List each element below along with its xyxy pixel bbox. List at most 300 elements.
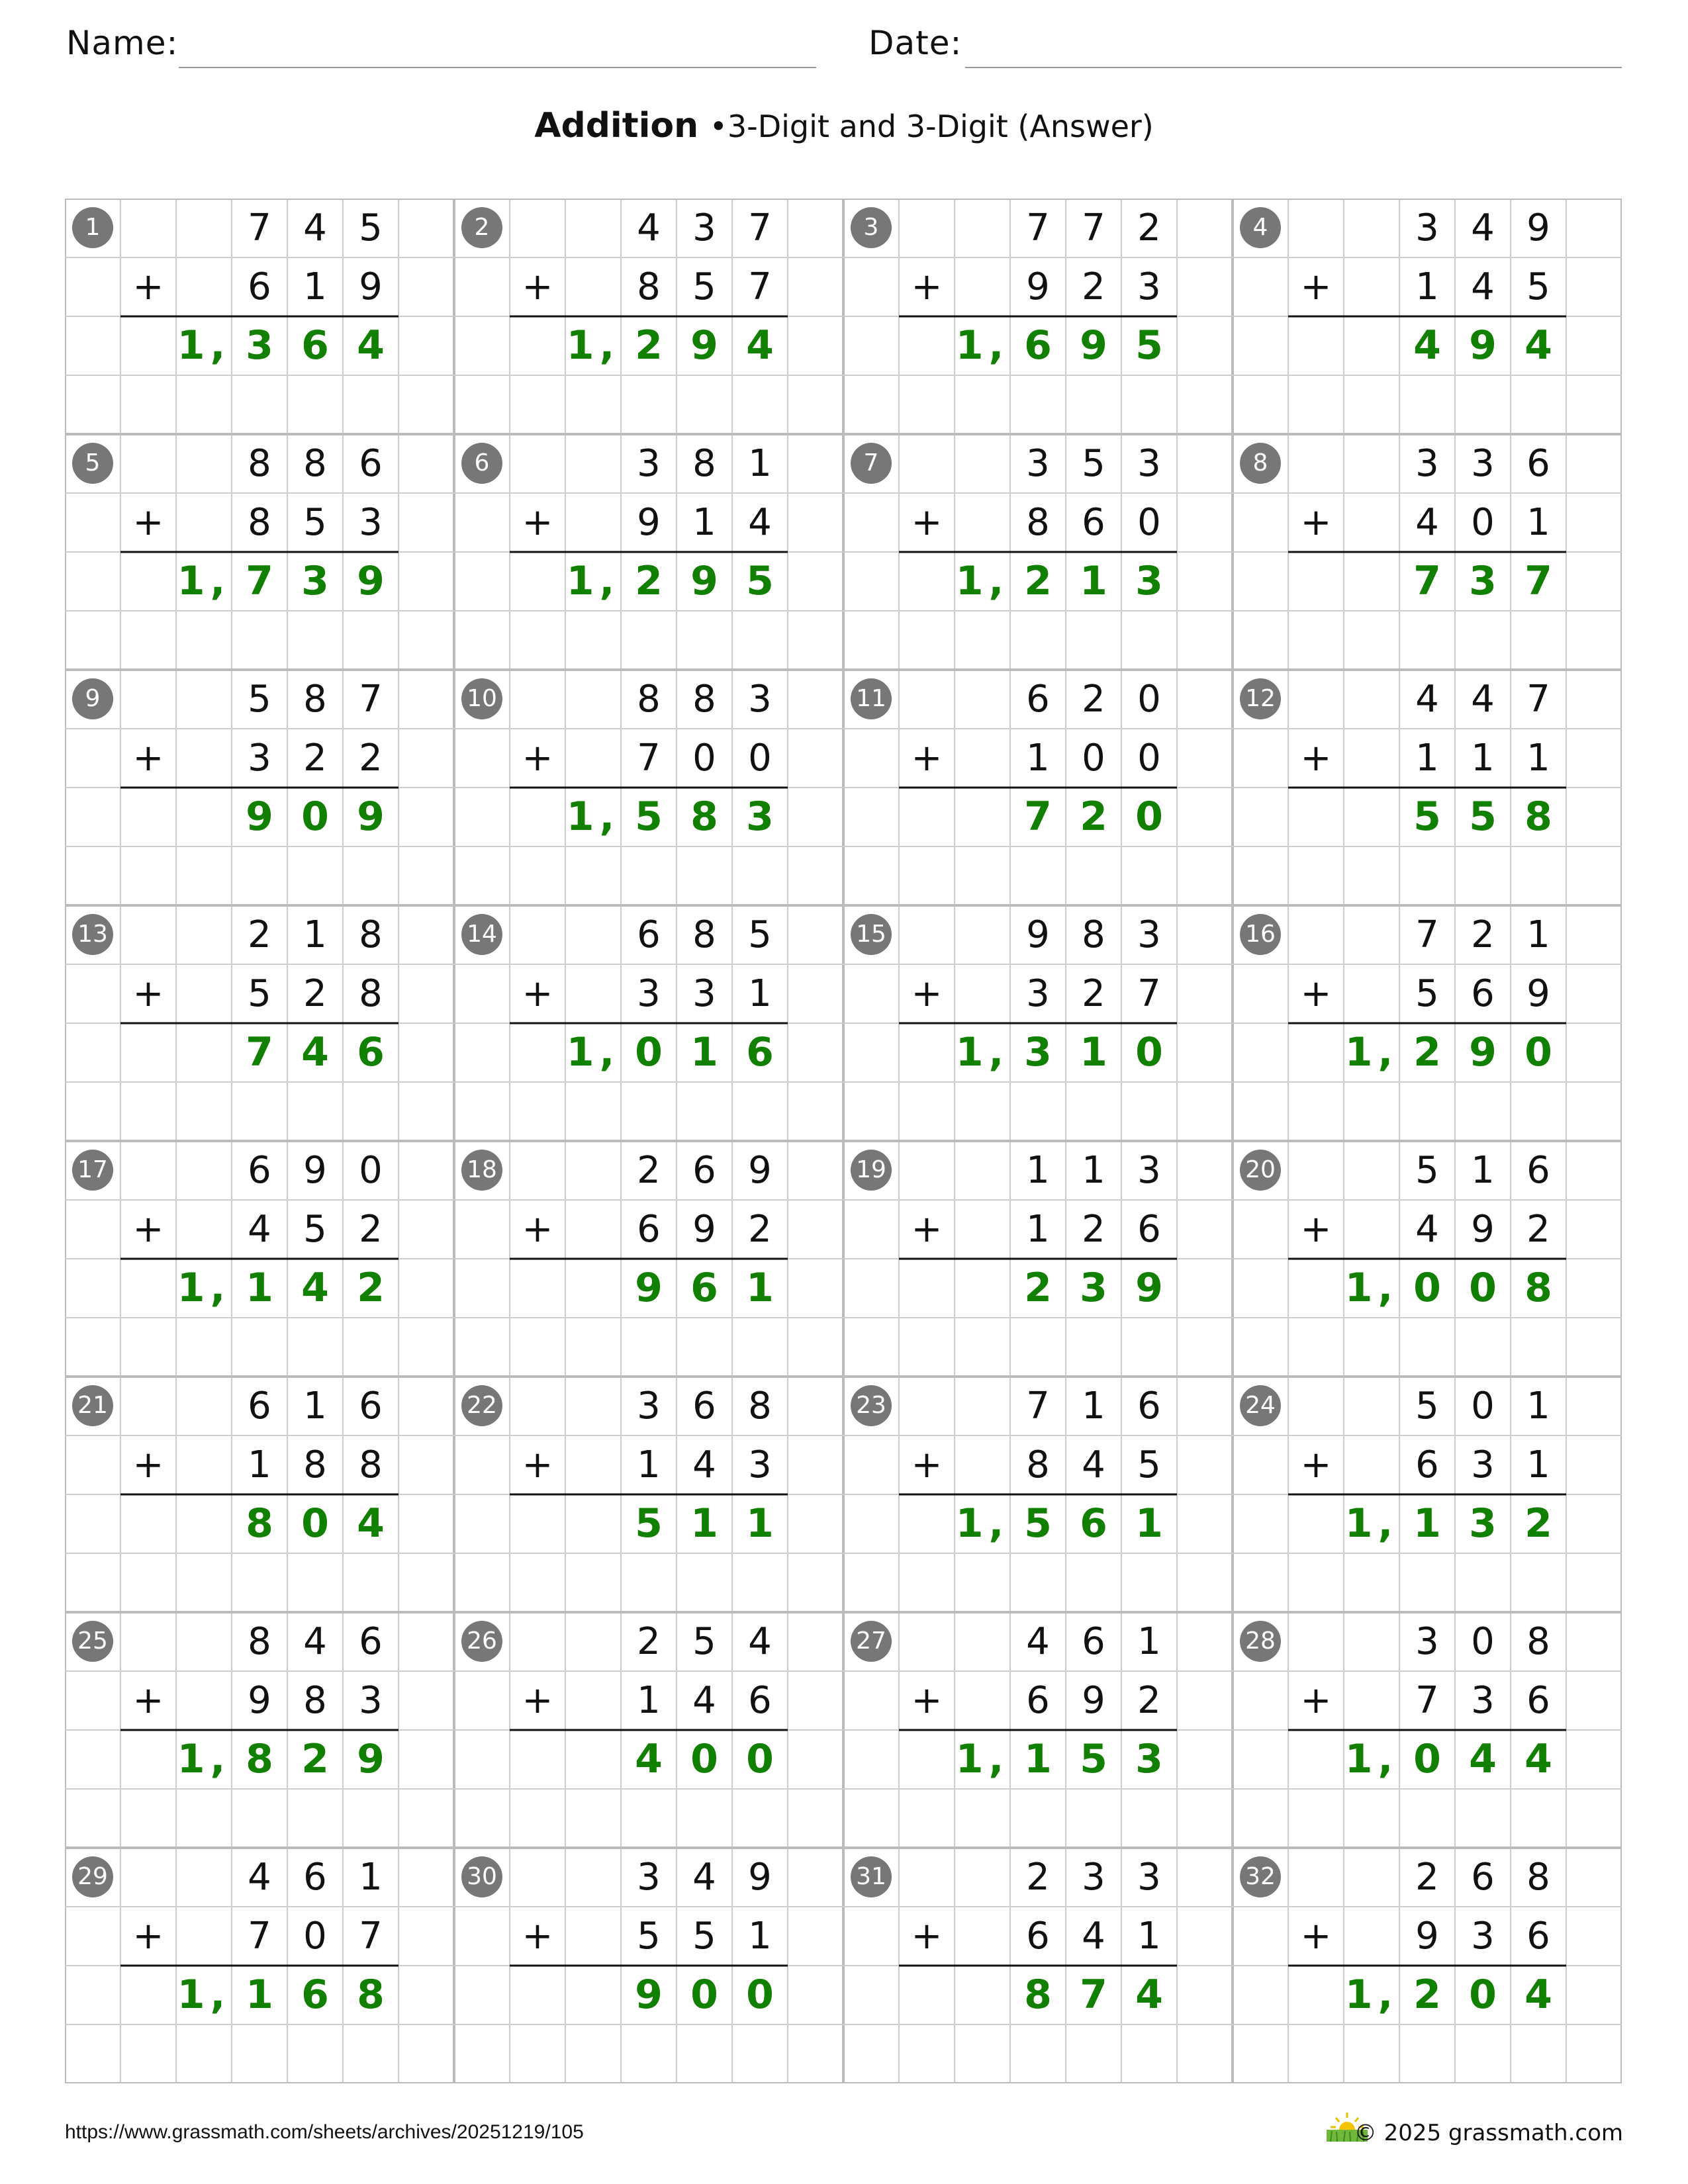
answer-digit: 8 xyxy=(246,1500,273,1547)
addend-bottom-digit: 1 xyxy=(1137,1915,1161,1958)
addend-bottom-digit: 6 xyxy=(1082,501,1105,544)
problem-number-badge: 15 xyxy=(851,914,892,955)
addend-bottom-digit: 7 xyxy=(359,1915,383,1958)
addend-bottom-digit: 8 xyxy=(359,1443,383,1486)
answer-digit: 2 xyxy=(1524,1500,1552,1547)
answer-digit: 0 xyxy=(1524,1029,1552,1075)
addend-bottom-digit: 1 xyxy=(748,1915,772,1958)
answer-digit: 3 xyxy=(1080,1265,1107,1311)
answer-digit: 5 xyxy=(746,558,774,604)
addend-top-digit: 1 xyxy=(1026,1149,1050,1192)
plus-sign: + xyxy=(1300,1915,1332,1958)
answer-digit: 7 xyxy=(1024,794,1052,840)
addend-top-digit: 7 xyxy=(1082,206,1105,250)
answer-digit: 9 xyxy=(635,1265,663,1311)
answer-digit: 4 xyxy=(301,1029,329,1075)
addend-top-digit: 6 xyxy=(1026,678,1050,721)
answer-digit: 4 xyxy=(357,322,385,369)
addend-bottom-digit: 4 xyxy=(1082,1443,1105,1486)
problem-number-badge: 19 xyxy=(851,1150,892,1191)
problem-number-badge: 6 xyxy=(461,443,502,484)
plus-sign: + xyxy=(132,1208,164,1251)
addend-top-digit: 1 xyxy=(1082,1385,1105,1428)
answer-thousands: 1, xyxy=(955,558,1009,604)
problem-number-badge: 14 xyxy=(461,914,502,955)
answer-digit: 6 xyxy=(301,322,329,369)
addend-top-digit: 5 xyxy=(359,206,383,250)
addend-bottom-digit: 6 xyxy=(1026,1679,1050,1722)
addend-bottom-digit: 2 xyxy=(1082,972,1105,1015)
plus-sign: + xyxy=(522,265,553,308)
answer-digit: 2 xyxy=(635,558,663,604)
plus-sign: + xyxy=(522,972,553,1015)
plus-sign: + xyxy=(911,1915,943,1958)
addend-top-digit: 7 xyxy=(1026,206,1050,250)
addend-bottom-digit: 4 xyxy=(1471,265,1495,308)
addend-bottom-digit: 1 xyxy=(637,1443,661,1486)
answer-digit: 7 xyxy=(1524,558,1552,604)
addend-top-digit: 8 xyxy=(359,913,383,956)
addend-top-digit: 3 xyxy=(1415,206,1439,250)
answer-digit: 9 xyxy=(357,558,385,604)
addend-top-digit: 1 xyxy=(1526,913,1550,956)
answer-digit: 9 xyxy=(1135,1265,1163,1311)
answer-thousands: 1, xyxy=(1344,1029,1399,1075)
answer-digit: 1 xyxy=(746,1265,774,1311)
answer-digit: 3 xyxy=(1024,1029,1052,1075)
plus-sign: + xyxy=(522,1208,553,1251)
answer-digit: 2 xyxy=(1024,1265,1052,1311)
addend-top-digit: 3 xyxy=(748,678,772,721)
answer-digit: 7 xyxy=(1080,1972,1107,2018)
addend-top-digit: 4 xyxy=(303,206,327,250)
answer-thousands: 1, xyxy=(566,322,620,369)
addend-top-digit: 4 xyxy=(248,1856,271,1899)
addend-top-digit: 3 xyxy=(1026,442,1050,485)
addend-bottom-digit: 6 xyxy=(1137,1208,1161,1251)
addend-bottom-digit: 3 xyxy=(1026,972,1050,1015)
addend-bottom-digit: 9 xyxy=(1082,1679,1105,1722)
addend-bottom-digit: 2 xyxy=(1526,1208,1550,1251)
addend-bottom-digit: 3 xyxy=(1471,1915,1495,1958)
addend-bottom-digit: 0 xyxy=(1137,501,1161,544)
problem-number-badge: 31 xyxy=(851,1856,892,1897)
addend-bottom-digit: 0 xyxy=(303,1915,327,1958)
addend-bottom-digit: 1 xyxy=(1471,737,1495,780)
answer-digit: 4 xyxy=(1524,1736,1552,1782)
answer-digit: 2 xyxy=(1080,794,1107,840)
answer-thousands: 1, xyxy=(566,794,620,840)
problem-number-badge: 20 xyxy=(1240,1150,1281,1191)
addend-top-digit: 1 xyxy=(1137,1620,1161,1663)
addend-top-digit: 2 xyxy=(637,1620,661,1663)
addend-top-digit: 6 xyxy=(692,1385,716,1428)
addend-bottom-digit: 2 xyxy=(1082,1208,1105,1251)
addend-top-digit: 2 xyxy=(1471,913,1495,956)
addend-bottom-digit: 4 xyxy=(1415,1208,1439,1251)
answer-digit: 1 xyxy=(1413,1500,1441,1547)
answer-digit: 0 xyxy=(301,1500,329,1547)
addend-top-digit: 4 xyxy=(748,1620,772,1663)
problem-number-badge: 2 xyxy=(461,207,502,248)
addend-top-digit: 5 xyxy=(692,1620,716,1663)
plus-sign: + xyxy=(522,1443,553,1486)
answer-digit: 8 xyxy=(246,1736,273,1782)
addend-bottom-digit: 9 xyxy=(359,265,383,308)
addend-bottom-digit: 8 xyxy=(1026,1443,1050,1486)
answer-thousands: 1, xyxy=(1344,1500,1399,1547)
addend-top-digit: 6 xyxy=(359,442,383,485)
addend-top-digit: 3 xyxy=(1082,1856,1105,1899)
answer-digit: 7 xyxy=(246,558,273,604)
answer-digit: 1 xyxy=(690,1500,718,1547)
problem-number-badge: 32 xyxy=(1240,1856,1281,1897)
addend-bottom-digit: 3 xyxy=(637,972,661,1015)
answer-digit: 1 xyxy=(1024,1736,1052,1782)
addend-top-digit: 4 xyxy=(1415,678,1439,721)
addend-top-digit: 8 xyxy=(1526,1856,1550,1899)
problem-grid xyxy=(65,199,1622,2089)
addend-top-digit: 1 xyxy=(1082,1149,1105,1192)
plus-sign: + xyxy=(1300,737,1332,780)
addend-bottom-digit: 5 xyxy=(1526,265,1550,308)
addend-bottom-digit: 4 xyxy=(248,1208,271,1251)
answer-digit: 3 xyxy=(1469,558,1497,604)
answer-digit: 1 xyxy=(1080,558,1107,604)
addend-bottom-digit: 5 xyxy=(1415,972,1439,1015)
addend-bottom-digit: 8 xyxy=(637,265,661,308)
addend-bottom-digit: 9 xyxy=(1471,1208,1495,1251)
addend-bottom-digit: 4 xyxy=(1415,501,1439,544)
addend-top-digit: 9 xyxy=(303,1149,327,1192)
answer-thousands: 1, xyxy=(177,322,231,369)
addend-bottom-digit: 7 xyxy=(1137,972,1161,1015)
addend-bottom-digit: 3 xyxy=(748,1443,772,1486)
plus-sign: + xyxy=(911,501,943,544)
answer-digit: 8 xyxy=(1524,794,1552,840)
addend-bottom-digit: 9 xyxy=(248,1679,271,1722)
problem-number-badge: 3 xyxy=(851,207,892,248)
addend-bottom-digit: 5 xyxy=(637,1915,661,1958)
date-label: Date: xyxy=(868,24,962,62)
addend-top-digit: 4 xyxy=(1471,678,1495,721)
answer-digit: 1 xyxy=(246,1265,273,1311)
answer-digit: 5 xyxy=(1080,1736,1107,1782)
date-line[interactable] xyxy=(965,67,1622,68)
addend-top-digit: 1 xyxy=(748,442,772,485)
plus-sign: + xyxy=(1300,1208,1332,1251)
answer-digit: 1 xyxy=(690,1029,718,1075)
problem-number-badge: 29 xyxy=(72,1856,113,1897)
answer-digit: 4 xyxy=(1469,1736,1497,1782)
plus-sign: + xyxy=(522,1915,553,1958)
addend-top-digit: 6 xyxy=(1137,1385,1161,1428)
answer-thousands: 1, xyxy=(177,1265,231,1311)
answer-digit: 5 xyxy=(1469,794,1497,840)
problem-number-badge: 28 xyxy=(1240,1621,1281,1662)
answer-thousands: 1, xyxy=(955,1029,1009,1075)
answer-digit: 4 xyxy=(357,1500,385,1547)
answer-digit: 7 xyxy=(1413,558,1441,604)
answer-digit: 4 xyxy=(1413,322,1441,369)
addend-bottom-digit: 7 xyxy=(248,1915,271,1958)
addend-top-digit: 7 xyxy=(1026,1385,1050,1428)
answer-thousands: 1, xyxy=(1344,1972,1399,2018)
addend-top-digit: 4 xyxy=(1471,206,1495,250)
addend-bottom-digit: 8 xyxy=(1026,501,1050,544)
answer-digit: 5 xyxy=(635,794,663,840)
answer-digit: 8 xyxy=(357,1972,385,2018)
addend-bottom-digit: 4 xyxy=(1082,1915,1105,1958)
addend-top-digit: 6 xyxy=(692,1149,716,1192)
addend-bottom-digit: 1 xyxy=(637,1679,661,1722)
addend-bottom-digit: 3 xyxy=(248,737,271,780)
addend-top-digit: 1 xyxy=(303,913,327,956)
answer-thousands: 1, xyxy=(1344,1265,1399,1311)
answer-digit: 2 xyxy=(357,1265,385,1311)
answer-digit: 0 xyxy=(746,1736,774,1782)
problem-number-badge: 22 xyxy=(461,1385,502,1426)
addend-bottom-digit: 1 xyxy=(303,265,327,308)
answer-digit: 1 xyxy=(1135,1500,1163,1547)
addend-top-digit: 3 xyxy=(1137,1856,1161,1899)
addend-top-digit: 0 xyxy=(1471,1385,1495,1428)
answer-digit: 9 xyxy=(635,1972,663,2018)
answer-digit: 0 xyxy=(1469,1265,1497,1311)
addend-bottom-digit: 3 xyxy=(1471,1679,1495,1722)
problem-number-badge: 4 xyxy=(1240,207,1281,248)
addend-top-digit: 0 xyxy=(359,1149,383,1192)
addend-top-digit: 6 xyxy=(359,1620,383,1663)
plus-sign: + xyxy=(1300,1443,1332,1486)
answer-digit: 2 xyxy=(1413,1029,1441,1075)
addend-top-digit: 9 xyxy=(748,1149,772,1192)
answer-thousands: 1, xyxy=(177,558,231,604)
addend-top-digit: 8 xyxy=(692,678,716,721)
addend-bottom-digit: 6 xyxy=(1526,1679,1550,1722)
answer-digit: 3 xyxy=(1135,558,1163,604)
addend-bottom-digit: 7 xyxy=(637,737,661,780)
answer-digit: 0 xyxy=(301,794,329,840)
answer-digit: 9 xyxy=(1080,322,1107,369)
addend-bottom-digit: 1 xyxy=(1415,265,1439,308)
footer-copyright: © 2025 grassmath.com xyxy=(1354,2120,1623,2146)
answer-digit: 0 xyxy=(1135,1029,1163,1075)
addend-bottom-digit: 7 xyxy=(748,265,772,308)
addend-bottom-digit: 5 xyxy=(303,501,327,544)
answer-digit: 8 xyxy=(1524,1265,1552,1311)
addend-bottom-digit: 1 xyxy=(1526,1443,1550,1486)
plus-sign: + xyxy=(1300,501,1332,544)
addend-top-digit: 8 xyxy=(303,442,327,485)
answer-thousands: 1, xyxy=(177,1736,231,1782)
answer-digit: 3 xyxy=(246,322,273,369)
addend-bottom-digit: 1 xyxy=(1526,501,1550,544)
addend-top-digit: 8 xyxy=(692,442,716,485)
answer-thousands: 1, xyxy=(955,322,1009,369)
addend-top-digit: 8 xyxy=(748,1385,772,1428)
answer-digit: 4 xyxy=(746,322,774,369)
addend-top-digit: 5 xyxy=(1082,442,1105,485)
addend-top-digit: 6 xyxy=(1082,1620,1105,1663)
plus-sign: + xyxy=(132,972,164,1015)
addend-bottom-digit: 6 xyxy=(1415,1443,1439,1486)
addend-top-digit: 8 xyxy=(1082,913,1105,956)
plus-sign: + xyxy=(1300,265,1332,308)
worksheet-title xyxy=(0,106,1688,146)
addend-bottom-digit: 0 xyxy=(1137,737,1161,780)
problem-number-badge: 24 xyxy=(1240,1385,1281,1426)
answer-digit: 1 xyxy=(746,1500,774,1547)
addend-top-digit: 4 xyxy=(692,1856,716,1899)
addend-bottom-digit: 5 xyxy=(248,972,271,1015)
name-label: Name: xyxy=(66,24,179,62)
answer-digit: 5 xyxy=(1135,322,1163,369)
answer-digit: 9 xyxy=(357,794,385,840)
addend-top-digit: 2 xyxy=(637,1149,661,1192)
addend-top-digit: 8 xyxy=(248,442,271,485)
addend-top-digit: 0 xyxy=(1471,1620,1495,1663)
addend-bottom-digit: 4 xyxy=(692,1679,716,1722)
problem-number-badge: 26 xyxy=(461,1621,502,1662)
answer-digit: 5 xyxy=(1413,794,1441,840)
plus-sign: + xyxy=(132,1915,164,1958)
addend-bottom-digit: 3 xyxy=(359,501,383,544)
answer-digit: 0 xyxy=(1469,1972,1497,2018)
addend-top-digit: 3 xyxy=(1471,442,1495,485)
addend-bottom-digit: 8 xyxy=(303,1443,327,1486)
answer-thousands: 1, xyxy=(955,1500,1009,1547)
addend-bottom-digit: 6 xyxy=(1026,1915,1050,1958)
plus-sign: + xyxy=(132,737,164,780)
problem-number-badge: 25 xyxy=(72,1621,113,1662)
addend-bottom-digit: 0 xyxy=(1471,501,1495,544)
answer-thousands: 1, xyxy=(955,1736,1009,1782)
answer-digit: 6 xyxy=(1080,1500,1107,1547)
addend-top-digit: 2 xyxy=(1415,1856,1439,1899)
problem-number-badge: 30 xyxy=(461,1856,502,1897)
answer-digit: 6 xyxy=(746,1029,774,1075)
plus-sign: + xyxy=(911,737,943,780)
problem-number-badge: 21 xyxy=(72,1385,113,1426)
problem-number-badge: 7 xyxy=(851,443,892,484)
addend-bottom-digit: 6 xyxy=(1471,972,1495,1015)
name-line[interactable] xyxy=(179,67,816,68)
addend-bottom-digit: 8 xyxy=(359,972,383,1015)
addend-top-digit: 8 xyxy=(248,1620,271,1663)
footer-url: https://www.grassmath.com/sheets/archives/20251219/105 xyxy=(65,2121,584,2143)
plus-sign: + xyxy=(911,972,943,1015)
addend-bottom-digit: 9 xyxy=(637,501,661,544)
answer-thousands: 1, xyxy=(177,1972,231,2018)
addend-bottom-digit: 2 xyxy=(359,737,383,780)
addend-top-digit: 7 xyxy=(248,206,271,250)
addend-top-digit: 2 xyxy=(1026,1856,1050,1899)
plus-sign: + xyxy=(522,737,553,780)
addend-top-digit: 9 xyxy=(1526,206,1550,250)
addend-top-digit: 1 xyxy=(1471,1149,1495,1192)
answer-digit: 2 xyxy=(301,1736,329,1782)
addend-bottom-digit: 2 xyxy=(303,737,327,780)
addend-bottom-digit: 3 xyxy=(359,1679,383,1722)
addend-bottom-digit: 2 xyxy=(303,972,327,1015)
answer-digit: 6 xyxy=(690,1265,718,1311)
addend-top-digit: 1 xyxy=(303,1385,327,1428)
addend-top-digit: 3 xyxy=(637,1856,661,1899)
addend-top-digit: 3 xyxy=(1415,442,1439,485)
addend-top-digit: 1 xyxy=(359,1856,383,1899)
addend-bottom-digit: 5 xyxy=(692,1915,716,1958)
addend-top-digit: 1 xyxy=(1526,1385,1550,1428)
answer-digit: 4 xyxy=(301,1265,329,1311)
addend-bottom-digit: 1 xyxy=(1526,737,1550,780)
answer-digit: 4 xyxy=(1135,1972,1163,2018)
answer-digit: 2 xyxy=(1413,1972,1441,2018)
addend-top-digit: 6 xyxy=(248,1385,271,1428)
addend-bottom-digit: 1 xyxy=(1026,737,1050,780)
answer-thousands: 1, xyxy=(566,1029,620,1075)
addend-top-digit: 3 xyxy=(1415,1620,1439,1663)
addend-bottom-digit: 1 xyxy=(248,1443,271,1486)
plus-sign: + xyxy=(132,501,164,544)
addend-top-digit: 2 xyxy=(1137,206,1161,250)
answer-digit: 0 xyxy=(690,1736,718,1782)
answer-digit: 9 xyxy=(1469,1029,1497,1075)
addend-bottom-digit: 2 xyxy=(748,1208,772,1251)
addend-top-digit: 4 xyxy=(637,206,661,250)
problem-number-badge: 23 xyxy=(851,1385,892,1426)
addend-bottom-digit: 6 xyxy=(1526,1915,1550,1958)
addend-bottom-digit: 3 xyxy=(1471,1443,1495,1486)
plus-sign: + xyxy=(1300,1679,1332,1722)
addend-top-digit: 7 xyxy=(748,206,772,250)
answer-digit: 3 xyxy=(746,794,774,840)
addend-bottom-digit: 9 xyxy=(692,1208,716,1251)
addend-top-digit: 3 xyxy=(1137,913,1161,956)
addend-top-digit: 3 xyxy=(1137,442,1161,485)
addend-top-digit: 3 xyxy=(1137,1149,1161,1192)
answer-digit: 0 xyxy=(1413,1736,1441,1782)
addend-bottom-digit: 0 xyxy=(1082,737,1105,780)
answer-digit: 3 xyxy=(301,558,329,604)
addend-bottom-digit: 1 xyxy=(692,501,716,544)
plus-sign: + xyxy=(911,1679,943,1722)
addend-top-digit: 5 xyxy=(1415,1385,1439,1428)
answer-digit: 6 xyxy=(301,1972,329,2018)
answer-digit: 5 xyxy=(635,1500,663,1547)
problem-number-badge: 27 xyxy=(851,1621,892,1662)
addend-top-digit: 0 xyxy=(1137,678,1161,721)
addend-top-digit: 4 xyxy=(1026,1620,1050,1663)
addend-bottom-digit: 5 xyxy=(692,265,716,308)
addend-bottom-digit: 1 xyxy=(1415,737,1439,780)
addend-top-digit: 8 xyxy=(692,913,716,956)
plus-sign: + xyxy=(132,265,164,308)
addend-top-digit: 2 xyxy=(1082,678,1105,721)
addend-bottom-digit: 7 xyxy=(1415,1679,1439,1722)
plus-sign: + xyxy=(911,1443,943,1486)
addend-top-digit: 3 xyxy=(637,442,661,485)
plus-sign: + xyxy=(132,1679,164,1722)
addend-top-digit: 3 xyxy=(637,1385,661,1428)
answer-digit: 9 xyxy=(357,1736,385,1782)
addend-top-digit: 7 xyxy=(359,678,383,721)
addend-bottom-digit: 6 xyxy=(748,1679,772,1722)
answer-thousands: 1, xyxy=(1344,1736,1399,1782)
addend-top-digit: 6 xyxy=(637,913,661,956)
problem-number-badge: 18 xyxy=(461,1150,502,1191)
problem-number-badge: 16 xyxy=(1240,914,1281,955)
